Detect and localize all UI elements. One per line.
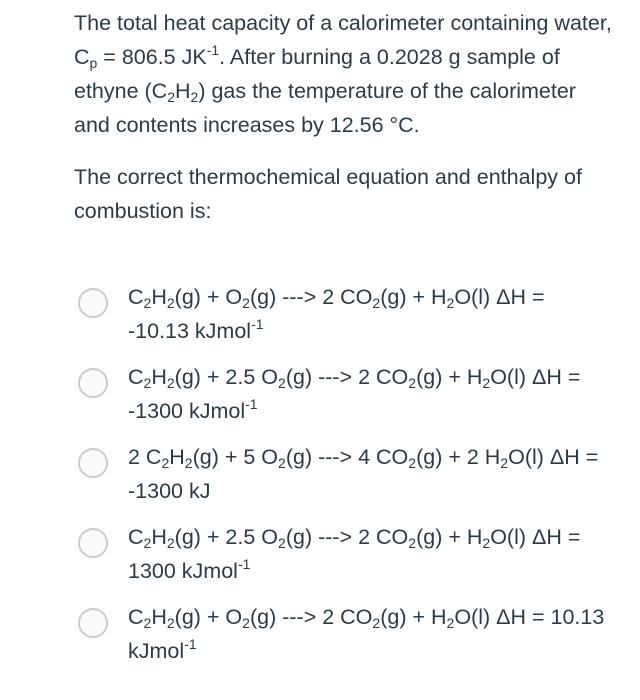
- subscript: 2: [190, 89, 199, 105]
- subscript: 2: [166, 615, 175, 631]
- subscript: p: [89, 55, 98, 71]
- subscript: 2: [143, 375, 152, 391]
- answer-text-segment: C: [128, 605, 144, 629]
- radio-button[interactable]: [78, 368, 108, 398]
- subscript: 2: [143, 295, 152, 311]
- question-text-segment: . After burning a 0.2028 g sample of ethyne (C: [74, 45, 560, 103]
- question-text-segment: = 806.5 JK: [97, 45, 207, 69]
- answer-text-segment: (g) + H: [380, 285, 447, 309]
- answer-text-segment: (g) + H: [380, 605, 447, 629]
- subscript: 2: [161, 455, 170, 471]
- answer-text-segment: (g) + 2 H: [416, 445, 501, 469]
- answer-text-segment: H: [169, 445, 185, 469]
- answer-text-segment: H: [151, 605, 167, 629]
- subscript: 2: [143, 535, 152, 551]
- answer-text-segment: H: [151, 525, 167, 549]
- answer-text-segment: (g) + 5 O: [192, 445, 279, 469]
- subscript: 2: [372, 295, 381, 311]
- question-text: [74, 6, 614, 246]
- superscript: -1: [245, 396, 258, 412]
- answer-text-segment: 2 C: [128, 445, 162, 469]
- answer-option-1[interactable]: [78, 280, 618, 360]
- superscript: -1: [237, 556, 251, 572]
- subscript: 2: [408, 455, 417, 471]
- subscript: 2: [482, 535, 491, 551]
- subscript: 2: [372, 615, 381, 631]
- answer-text-segment: H: [151, 365, 167, 389]
- question-text-segment: The total heat capacity of a calorimeter containing water, C: [74, 11, 612, 69]
- subscript: 2: [408, 375, 417, 391]
- superscript: -1: [206, 42, 220, 58]
- answer-text-segment: H: [151, 285, 167, 309]
- answer-text-segment: O(l) ΔH = 10.13 kJmol: [128, 605, 605, 663]
- superscript: -1: [184, 636, 197, 652]
- answer-text-segment: (g) ---> 2 CO: [285, 525, 409, 549]
- answer-text-segment: C: [128, 365, 144, 389]
- answer-label[interactable]: [128, 280, 608, 348]
- subscript: 2: [167, 89, 176, 105]
- answer-text-segment: O(l) ΔH = -1300 kJ: [128, 445, 599, 503]
- superscript: -1: [251, 316, 264, 332]
- answer-text-segment: C: [128, 285, 144, 309]
- subscript: 2: [278, 535, 286, 551]
- subscript: 2: [408, 535, 417, 551]
- subscript: 2: [446, 295, 455, 311]
- answer-options: [78, 280, 618, 680]
- subscript: 2: [446, 615, 455, 631]
- subscript: 2: [143, 615, 152, 631]
- answer-option-3[interactable]: [78, 440, 618, 520]
- answer-label[interactable]: [128, 600, 608, 668]
- answer-text-segment: (g) ---> 2 CO: [285, 365, 409, 389]
- subscript: 2: [184, 455, 193, 471]
- radio-button[interactable]: [78, 528, 108, 558]
- subscript: 2: [482, 375, 491, 391]
- answer-label[interactable]: [128, 440, 608, 508]
- subscript: 2: [242, 615, 250, 631]
- subscript: 2: [242, 295, 250, 311]
- answer-text-segment: (g) ---> 2 CO: [249, 605, 373, 629]
- answer-label[interactable]: [128, 360, 608, 428]
- answer-text-segment: O(l) ΔH = 1300 kJmol: [128, 525, 581, 583]
- radio-button[interactable]: [78, 608, 108, 638]
- answer-text-segment: (g) + O: [174, 605, 243, 629]
- subscript: 2: [166, 295, 175, 311]
- answer-option-5[interactable]: [78, 600, 618, 680]
- answer-text-segment: (g) ---> 2 CO: [249, 285, 373, 309]
- answer-text-segment: (g) + H: [416, 365, 483, 389]
- subscript: 2: [166, 375, 175, 391]
- answer-text-segment: (g) + 2.5 O: [174, 525, 279, 549]
- question-text-segment: H: [175, 79, 191, 103]
- answer-text-segment: (g) + O: [174, 285, 243, 309]
- subscript: 2: [278, 375, 286, 391]
- answer-text-segment: O(l) ΔH = -1300 kJmol: [128, 365, 581, 423]
- question-paragraph: [74, 6, 614, 142]
- question-text-segment: ) gas the temperature of the calorimeter and contents increases by 12.56 °C.: [74, 79, 576, 137]
- answer-text-segment: C: [128, 525, 144, 549]
- answer-text-segment: (g) + H: [416, 525, 483, 549]
- answer-label[interactable]: [128, 520, 608, 588]
- answer-option-4[interactable]: [78, 520, 618, 600]
- answer-text-segment: (g) ---> 4 CO: [285, 445, 409, 469]
- answer-option-2[interactable]: [78, 360, 618, 440]
- subscript: 2: [166, 535, 175, 551]
- radio-button[interactable]: [78, 288, 108, 318]
- radio-button[interactable]: [78, 448, 108, 478]
- question-prompt: The correct thermochemical equation and enthalpy of combustion is:: [74, 165, 582, 223]
- answer-text-segment: O(l) ΔH = -10.13 kJmol: [128, 285, 545, 343]
- answer-text-segment: (g) + 2.5 O: [174, 365, 279, 389]
- subscript: 2: [500, 455, 509, 471]
- subscript: 2: [278, 455, 286, 471]
